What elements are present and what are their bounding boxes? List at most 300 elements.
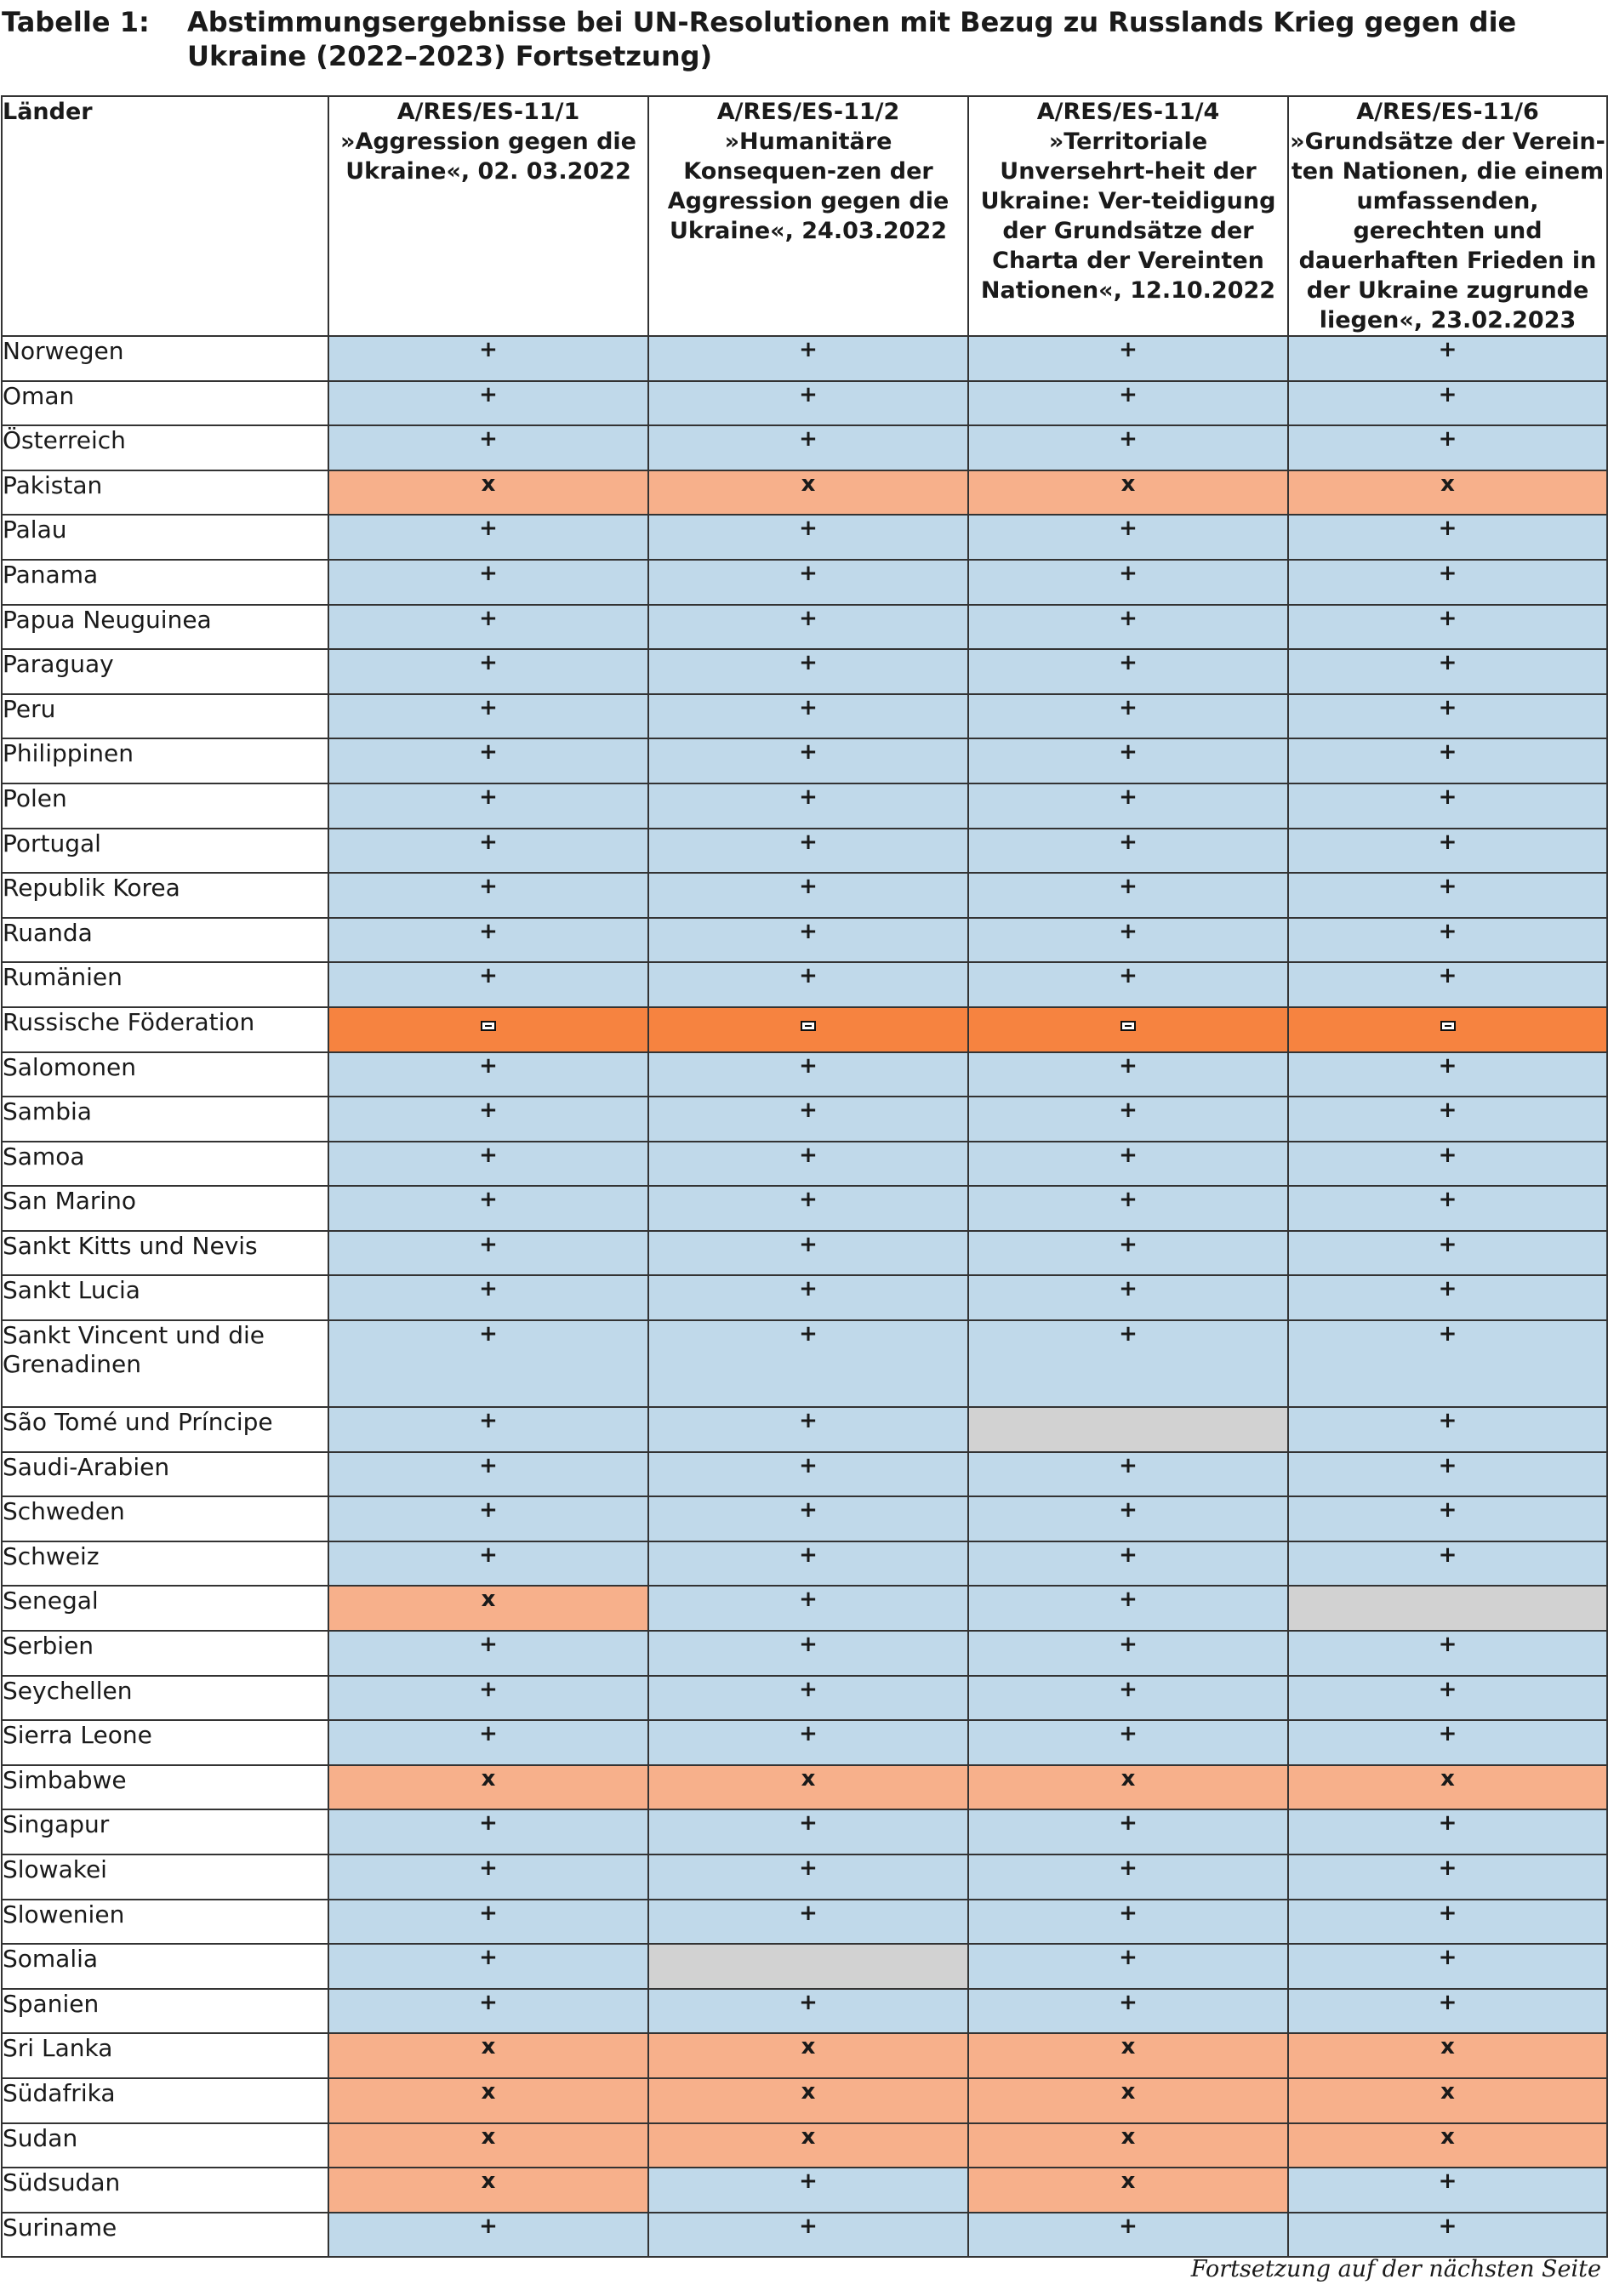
vote-yes-cell	[328, 425, 648, 470]
vote-mark: +	[1438, 874, 1457, 900]
vote-mark: +	[799, 1632, 818, 1658]
country-name: Sankt Vincent und die Grenadinen	[2, 1320, 328, 1407]
table-row	[2, 1407, 1607, 1452]
table-row	[2, 1631, 1607, 1676]
column-header-resolution-2	[648, 96, 968, 336]
vote-yes-cell	[648, 1676, 968, 1721]
vote-yes-cell	[1288, 738, 1607, 783]
vote-mark: +	[479, 1097, 498, 1124]
vote-mark: +	[1119, 783, 1138, 810]
vote-mark: +	[799, 381, 818, 407]
minus-icon	[801, 1021, 816, 1031]
vote-yes-cell	[968, 1854, 1288, 1900]
vote-yes-cell	[648, 829, 968, 874]
vote-mark: +	[1438, 1632, 1457, 1658]
vote-yes-cell	[968, 1944, 1288, 1989]
vote-mark: +	[1438, 694, 1457, 721]
vote-mark: +	[799, 1989, 818, 2015]
vote-absent-cell	[1288, 1586, 1607, 1631]
vote-mark: +	[1119, 381, 1138, 407]
vote-yes-cell	[328, 2213, 648, 2258]
vote-mark: +	[1119, 1810, 1138, 1837]
vote-mark: +	[1119, 1721, 1138, 1747]
vote-mark: +	[1438, 1721, 1457, 1747]
country-name: Sambia	[2, 1097, 328, 1142]
vote-yes-cell	[968, 425, 1288, 470]
vote-yes-cell	[1288, 1407, 1607, 1452]
resolution-description: »Humanitäre Konsequen-zen der Aggression gegen die Ukraine«, 24.03.2022	[667, 128, 949, 244]
vote-mark: +	[1438, 1276, 1457, 1302]
vote-yes-cell	[328, 605, 648, 650]
vote-yes-cell	[648, 1631, 968, 1676]
country-name: Portugal	[2, 829, 328, 874]
vote-yes-cell	[328, 1231, 648, 1276]
vote-yes-cell	[648, 2168, 968, 2213]
vote-mark: +	[1438, 516, 1457, 542]
vote-yes-cell	[328, 1052, 648, 1097]
vote-mark: x	[1120, 1765, 1136, 1792]
vote-mark: x	[481, 2168, 496, 2195]
vote-mark: +	[1438, 1408, 1457, 1434]
vote-mark: +	[799, 963, 818, 989]
vote-yes-cell	[328, 1676, 648, 1721]
vote-yes-cell	[648, 1320, 968, 1407]
vote-mark: +	[479, 1231, 498, 1257]
table-row	[2, 1586, 1607, 1631]
country-name: Sierra Leone	[2, 1720, 328, 1765]
vote-mark: +	[1438, 605, 1457, 631]
table-row	[2, 649, 1607, 694]
country-name: Seychellen	[2, 1676, 328, 1721]
vote-mark: +	[479, 1276, 498, 1302]
vote-yes-cell	[328, 694, 648, 739]
table-row	[2, 425, 1607, 470]
vote-yes-cell	[1288, 1052, 1607, 1097]
vote-mark: +	[479, 650, 498, 676]
vote-mark: +	[799, 516, 818, 542]
table-row	[2, 2213, 1607, 2258]
vote-mark: +	[479, 1855, 498, 1881]
vote-mark: x	[1120, 2168, 1136, 2195]
table-row	[2, 336, 1607, 381]
vote-mark: +	[799, 1900, 818, 1926]
table-row	[2, 1231, 1607, 1276]
vote-yes-cell	[328, 918, 648, 963]
vote-yes-cell	[328, 1452, 648, 1497]
table-row	[2, 2123, 1607, 2168]
vote-against-cell	[1288, 1007, 1607, 1052]
vote-yes-cell	[648, 1052, 968, 1097]
country-name: Salomonen	[2, 1052, 328, 1097]
table-row	[2, 2168, 1607, 2213]
vote-abstention-cell	[328, 1586, 648, 1631]
vote-yes-cell	[968, 1676, 1288, 1721]
vote-abstention-cell	[968, 2078, 1288, 2123]
vote-yes-cell	[1288, 1231, 1607, 1276]
vote-yes-cell	[968, 694, 1288, 739]
resolution-code: A/RES/ES-11/2	[716, 99, 900, 125]
vote-mark: +	[479, 1187, 498, 1213]
country-name: Samoa	[2, 1142, 328, 1187]
vote-yes-cell	[328, 962, 648, 1007]
vote-mark: +	[1119, 739, 1138, 766]
vote-mark: +	[799, 1855, 818, 1881]
vote-mark: +	[479, 1989, 498, 2015]
vote-yes-cell	[648, 1275, 968, 1320]
country-name: Slowenien	[2, 1900, 328, 1945]
vote-yes-cell	[968, 1586, 1288, 1631]
vote-yes-cell	[328, 515, 648, 560]
table-row	[2, 560, 1607, 605]
vote-yes-cell	[1288, 873, 1607, 918]
vote-yes-cell	[648, 738, 968, 783]
vote-mark: x	[801, 2123, 816, 2150]
vote-mark: +	[1438, 783, 1457, 810]
table-row	[2, 1541, 1607, 1587]
vote-mark: +	[1119, 694, 1138, 721]
table-row	[2, 1854, 1607, 1900]
vote-yes-cell	[328, 1809, 648, 1854]
vote-mark: +	[479, 560, 498, 586]
vote-mark: +	[479, 1452, 498, 1478]
vote-mark: x	[1120, 2078, 1136, 2105]
vote-yes-cell	[328, 1320, 648, 1407]
table-title: Abstimmungsergebnisse bei UN-Resolutionen mit Bezug zu Russlands Krieg gegen die Ukraine (2022–2023) Fortsetzung)	[187, 6, 1517, 72]
vote-mark: +	[1119, 1052, 1138, 1079]
vote-yes-cell	[968, 1142, 1288, 1187]
table-row	[2, 918, 1607, 963]
vote-mark: x	[1120, 470, 1136, 497]
vote-mark: x	[801, 1765, 816, 1792]
vote-mark: x	[1120, 2034, 1136, 2060]
country-name: Panama	[2, 560, 328, 605]
vote-yes-cell	[648, 783, 968, 829]
table-row	[2, 1676, 1607, 1721]
vote-mark: +	[1119, 1187, 1138, 1213]
vote-mark: +	[1119, 829, 1138, 855]
vote-mark: +	[799, 426, 818, 453]
country-name: Schweiz	[2, 1541, 328, 1587]
vote-mark: +	[479, 1676, 498, 1702]
vote-mark: +	[1119, 1321, 1138, 1347]
vote-yes-cell	[1288, 1944, 1607, 1989]
country-name: Schweden	[2, 1496, 328, 1541]
vote-mark: +	[1438, 2213, 1457, 2239]
vote-mark: x	[481, 1765, 496, 1792]
vote-yes-cell	[1288, 1809, 1607, 1854]
vote-mark: +	[799, 1408, 818, 1434]
vote-yes-cell	[648, 694, 968, 739]
vote-yes-cell	[1288, 2168, 1607, 2213]
vote-abstention-cell	[648, 2123, 968, 2168]
vote-absent-cell	[968, 1407, 1288, 1452]
country-name: Somalia	[2, 1944, 328, 1989]
vote-yes-cell	[1288, 1142, 1607, 1187]
vote-mark: x	[801, 470, 816, 497]
vote-mark: +	[1119, 516, 1138, 542]
vote-yes-cell	[1288, 2213, 1607, 2258]
vote-against-cell	[328, 1007, 648, 1052]
vote-yes-cell	[648, 1541, 968, 1587]
vote-mark: x	[1440, 2078, 1455, 2105]
table-row	[2, 783, 1607, 829]
vote-yes-cell	[648, 1720, 968, 1765]
vote-yes-cell	[648, 515, 968, 560]
vote-yes-cell	[648, 336, 968, 381]
vote-yes-cell	[968, 1496, 1288, 1541]
vote-mark: +	[1119, 1142, 1138, 1168]
vote-yes-cell	[648, 2213, 968, 2258]
vote-yes-cell	[648, 962, 968, 1007]
vote-yes-cell	[1288, 649, 1607, 694]
vote-mark: x	[1120, 2123, 1136, 2150]
vote-yes-cell	[968, 829, 1288, 874]
vote-mark: +	[479, 1497, 498, 1524]
vote-yes-cell	[968, 336, 1288, 381]
vote-yes-cell	[968, 1989, 1288, 2034]
vote-mark: +	[1119, 1452, 1138, 1478]
country-name: Pakistan	[2, 470, 328, 516]
vote-mark: +	[1438, 560, 1457, 586]
vote-yes-cell	[968, 515, 1288, 560]
vote-yes-cell	[968, 1900, 1288, 1945]
country-name: Papua Neuguinea	[2, 605, 328, 650]
vote-mark: +	[799, 829, 818, 855]
vote-mark: +	[479, 426, 498, 453]
country-name: Senegal	[2, 1586, 328, 1631]
vote-yes-cell	[328, 381, 648, 426]
vote-abstention-cell	[968, 1765, 1288, 1810]
vote-yes-cell	[1288, 1720, 1607, 1765]
table-row	[2, 2078, 1607, 2123]
table-row	[2, 1720, 1607, 1765]
vote-mark: +	[1438, 1231, 1457, 1257]
table-row	[2, 1275, 1607, 1320]
vote-mark: +	[1119, 1989, 1138, 2015]
vote-mark: x	[1440, 2034, 1455, 2060]
country-name: Österreich	[2, 425, 328, 470]
vote-yes-cell	[648, 1854, 968, 1900]
vote-yes-cell	[648, 1900, 968, 1945]
vote-abstention-cell	[328, 2123, 648, 2168]
vote-mark: +	[799, 2213, 818, 2239]
minus-icon	[1120, 1021, 1136, 1031]
vote-yes-cell	[968, 1231, 1288, 1276]
vote-yes-cell	[968, 1720, 1288, 1765]
vote-abstention-cell	[968, 470, 1288, 516]
vote-yes-cell	[1288, 515, 1607, 560]
vote-yes-cell	[968, 1320, 1288, 1407]
vote-yes-cell	[648, 1496, 968, 1541]
table-row	[2, 1989, 1607, 2034]
vote-mark: +	[799, 1187, 818, 1213]
vote-mark: +	[1438, 1855, 1457, 1881]
vote-mark: +	[1438, 829, 1457, 855]
vote-yes-cell	[968, 1631, 1288, 1676]
vote-mark: +	[1119, 2213, 1138, 2239]
vote-mark: +	[1438, 1321, 1457, 1347]
vote-mark: +	[799, 783, 818, 810]
vote-mark: +	[799, 1452, 818, 1478]
continuation-note: Fortsetzung auf der nächsten Seite	[1190, 2256, 1601, 2282]
table-row	[2, 605, 1607, 650]
vote-mark: +	[479, 1945, 498, 1971]
vote-yes-cell	[1288, 1676, 1607, 1721]
vote-mark: +	[1119, 1231, 1138, 1257]
vote-mark: x	[481, 2123, 496, 2150]
country-name: San Marino	[2, 1186, 328, 1231]
vote-mark: +	[1438, 1541, 1457, 1568]
country-name: Ruanda	[2, 918, 328, 963]
vote-yes-cell	[1288, 1275, 1607, 1320]
vote-mark: +	[1438, 1989, 1457, 2015]
vote-yes-cell	[968, 1452, 1288, 1497]
vote-yes-cell	[1288, 1186, 1607, 1231]
table-row	[2, 515, 1607, 560]
vote-yes-cell	[328, 1989, 648, 2034]
minus-icon	[481, 1021, 496, 1031]
vote-mark: +	[479, 829, 498, 855]
vote-mark: +	[479, 918, 498, 944]
vote-mark: +	[479, 1321, 498, 1347]
vote-yes-cell	[1288, 1854, 1607, 1900]
table-number: Tabelle 1:	[2, 6, 150, 38]
vote-mark: +	[1119, 963, 1138, 989]
vote-abstention-cell	[328, 470, 648, 516]
vote-mark: +	[479, 963, 498, 989]
country-name: Simbabwe	[2, 1765, 328, 1810]
country-name: Saudi-Arabien	[2, 1452, 328, 1497]
vote-yes-cell	[328, 1496, 648, 1541]
vote-yes-cell	[328, 1275, 648, 1320]
vote-yes-cell	[968, 1809, 1288, 1854]
vote-abstention-cell	[1288, 2033, 1607, 2078]
vote-yes-cell	[968, 649, 1288, 694]
country-name: Republik Korea	[2, 873, 328, 918]
vote-mark: +	[1119, 1676, 1138, 1702]
country-name: Polen	[2, 783, 328, 829]
table-row	[2, 1142, 1607, 1187]
vote-abstention-cell	[968, 2033, 1288, 2078]
vote-mark: +	[1438, 1497, 1457, 1524]
table-row	[2, 1944, 1607, 1989]
vote-mark: +	[1438, 739, 1457, 766]
column-header-countries: Länder	[2, 96, 328, 336]
vote-abstention-cell	[328, 2033, 648, 2078]
vote-yes-cell	[648, 1989, 968, 2034]
vote-mark: +	[479, 874, 498, 900]
vote-yes-cell	[968, 783, 1288, 829]
vote-yes-cell	[328, 336, 648, 381]
vote-mark: +	[799, 694, 818, 721]
vote-yes-cell	[968, 1186, 1288, 1231]
vote-mark: +	[1438, 918, 1457, 944]
vote-abstention-cell	[968, 2123, 1288, 2168]
resolution-description: »Territoriale Unversehrt-heit der Ukraine: Ver-teidigung der Grundsätze der Charta der Vereinten Nationen«, 12.10.2022	[980, 128, 1276, 304]
vote-yes-cell	[1288, 694, 1607, 739]
vote-mark: +	[479, 1408, 498, 1434]
country-name: Slowakei	[2, 1854, 328, 1900]
vote-mark: +	[1119, 1632, 1138, 1658]
vote-mark: +	[1119, 337, 1138, 362]
vote-mark: +	[1119, 1276, 1138, 1302]
vote-yes-cell	[648, 560, 968, 605]
vote-mark: +	[799, 1541, 818, 1568]
vote-mark: +	[1438, 1676, 1457, 1702]
resolution-code: A/RES/ES-11/4	[1036, 99, 1220, 125]
vote-yes-cell	[1288, 605, 1607, 650]
vote-yes-cell	[1288, 1097, 1607, 1142]
country-name: Sri Lanka	[2, 2033, 328, 2078]
country-name: Spanien	[2, 1989, 328, 2034]
vote-mark: +	[1119, 650, 1138, 676]
vote-mark: +	[799, 739, 818, 766]
vote-mark: +	[479, 739, 498, 766]
table-row	[2, 829, 1607, 874]
vote-yes-cell	[648, 381, 968, 426]
table-row	[2, 694, 1607, 739]
vote-abstention-cell	[328, 2168, 648, 2213]
vote-mark: +	[1119, 1497, 1138, 1524]
vote-yes-cell	[328, 783, 648, 829]
vote-yes-cell	[968, 738, 1288, 783]
vote-yes-cell	[648, 1142, 968, 1187]
vote-mark: +	[479, 605, 498, 631]
vote-mark: +	[479, 381, 498, 407]
vote-mark: +	[799, 1097, 818, 1124]
vote-mark: +	[1438, 1900, 1457, 1926]
vote-mark: +	[799, 918, 818, 944]
vote-mark: x	[481, 2078, 496, 2105]
vote-yes-cell	[1288, 1631, 1607, 1676]
country-name: São Tomé und Príncipe	[2, 1407, 328, 1452]
vote-mark: +	[799, 337, 818, 362]
vote-mark: +	[799, 1142, 818, 1168]
vote-abstention-cell	[648, 470, 968, 516]
vote-mark: +	[479, 694, 498, 721]
vote-yes-cell	[648, 918, 968, 963]
vote-mark: +	[479, 337, 498, 362]
vote-mark: x	[1440, 1765, 1455, 1792]
table-row	[2, 381, 1607, 426]
vote-abstention-cell	[648, 2078, 968, 2123]
vote-mark: x	[801, 2034, 816, 2060]
vote-abstention-cell	[968, 2168, 1288, 2213]
vote-mark: +	[1438, 1052, 1457, 1079]
vote-mark: +	[1119, 1587, 1138, 1613]
vote-yes-cell	[328, 1720, 648, 1765]
vote-mark: +	[1119, 1900, 1138, 1926]
table-row	[2, 1452, 1607, 1497]
vote-yes-cell	[968, 381, 1288, 426]
vote-yes-cell	[1288, 560, 1607, 605]
vote-yes-cell	[648, 1809, 968, 1854]
vote-mark: +	[479, 516, 498, 542]
vote-mark: +	[479, 783, 498, 810]
vote-yes-cell	[968, 918, 1288, 963]
vote-table-body	[2, 336, 1607, 2257]
vote-mark: +	[479, 1721, 498, 1747]
vote-mark: +	[799, 1810, 818, 1837]
vote-yes-cell	[648, 1231, 968, 1276]
vote-yes-cell	[968, 1275, 1288, 1320]
resolution-description: »Aggression gegen die Ukraine«, 02. 03.2022	[340, 128, 636, 185]
table-row	[2, 962, 1607, 1007]
country-name: Suriname	[2, 2213, 328, 2258]
vote-mark: +	[1438, 381, 1457, 407]
vote-mark: +	[1119, 1945, 1138, 1971]
vote-yes-cell	[968, 962, 1288, 1007]
